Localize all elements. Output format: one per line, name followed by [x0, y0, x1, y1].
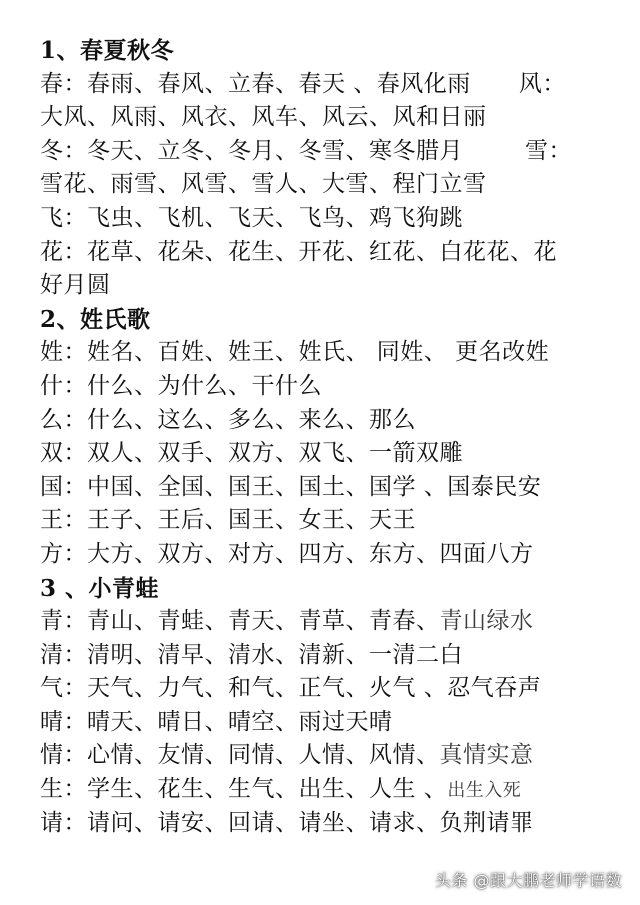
line-feng-head: 风： — [518, 70, 566, 97]
text-line-hua: 花：花草、花朵、花生、开花、红花、白花花、花 — [40, 238, 557, 265]
text-line-guo: 国：中国、全国、国王、国土、国学 、国泰民安 — [40, 473, 542, 500]
text-line-qi: 气：天气、力气、和气、正气、火气 、忍气吞声 — [40, 675, 542, 702]
text-line-sheng — [40, 773, 616, 807]
text-line-qing-please: 请：请问、请安、回请、请坐、请求、负荆请罪 — [40, 809, 534, 836]
line-qing-feeling-extra: 真情实意 — [439, 742, 534, 769]
text-line-xing: 姓：姓名、百姓、姓王、姓氏、 同姓、 更名改姓 — [40, 339, 550, 366]
text-line-fang: 方：大方、双方、对方、四方、东方、四面八方 — [40, 540, 534, 567]
text-line-shuang: 双：双人、双手、双方、双飞、一箭双雕 — [40, 440, 463, 467]
text-line-feng: 大风、风雨、风衣、风车、风云、风和日丽 — [40, 104, 487, 131]
line-xue-head: 雪： — [525, 137, 572, 164]
line-qing-green-extra: 青山绿水 — [439, 608, 534, 635]
text-line-dong — [40, 135, 616, 169]
line-sheng-main: 生：学生、花生、生气、出生、人生 、 — [40, 776, 448, 803]
section-title-2: 2、姓氏歌 — [40, 305, 151, 333]
section-title-1: 1、春夏秋冬 — [40, 37, 175, 64]
text-line-qing-clear: 清：清明、清早、清水、清新、一清二白 — [40, 641, 463, 668]
text-line-qing-feeling — [40, 739, 616, 773]
section-title-3: 3 、小青蛙 — [40, 574, 160, 602]
text-line-me: 么：什么、这么、多么、来么、那么 — [40, 406, 416, 433]
line-dong-text: 冬：冬天、立冬、冬月、冬雪、寒冬腊月 — [40, 137, 463, 164]
line-sheng-extra: 出生入死 — [447, 780, 522, 802]
line-qing-green-main: 青：青山、青蛙、青天、青草、青春、 — [40, 608, 440, 635]
text-line-shen: 什：什么、为什么、干什么 — [40, 372, 322, 399]
line-chun-text: 春：春雨、春风、立春、春天 、春风化雨 — [40, 70, 471, 97]
text-line-chun — [40, 68, 616, 102]
text-line-qing-sunny: 晴：晴天、晴日、晴空、雨过天晴 — [40, 708, 393, 735]
text-line-xue: 雪花、雨雪、风雪、雪人、大雪、程门立雪 — [40, 171, 487, 198]
watermark-text: 头条 @跟大鹏老师学语数 — [434, 871, 622, 890]
text-line-hua-cont: 好月圆 — [40, 272, 111, 299]
text-line-qing-green — [40, 605, 616, 639]
text-line-fei: 飞：飞虫、飞机、飞天、飞鸟、鸡飞狗跳 — [40, 204, 463, 231]
line-qing-feeling-main: 情：心情、友情、同情、人情、风情、 — [40, 742, 440, 769]
text-line-wang: 王：王子、王后、国王、女王、天王 — [40, 507, 416, 534]
